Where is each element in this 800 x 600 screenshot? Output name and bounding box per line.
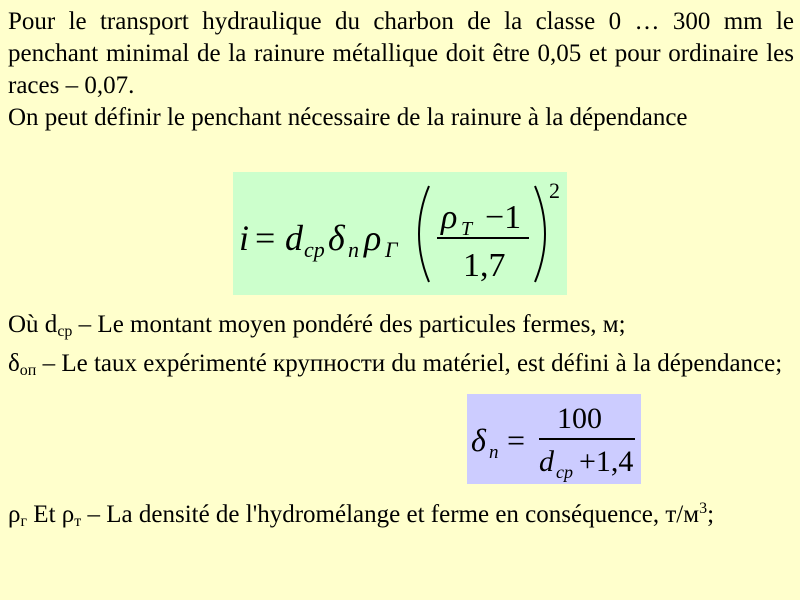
formula2-equals: =	[507, 422, 526, 458]
formula-d: d	[285, 218, 303, 258]
formula-num-rho: ρ	[441, 199, 458, 236]
formula-num-rho-sub: T	[461, 218, 473, 240]
formula-d-sub: cp	[304, 237, 325, 262]
formula-denominator: 1,7	[463, 247, 506, 284]
paragraph-transport: Pour le transport hydraulique du charbon de la classe 0 … 300 mm le penchant minimal de la rainure métallique doit être 0,05 et pour ordinaire les races – 0,07.	[8, 8, 794, 99]
formula-delta-sub: n	[348, 237, 359, 262]
formula2-numerator: 100	[557, 402, 602, 435]
formula2-den-d: d	[539, 445, 554, 478]
formula2-den-sub: cp	[556, 462, 573, 482]
formula-slope	[233, 172, 567, 295]
formula-minus-one: −1	[485, 199, 522, 236]
formula-left-paren	[419, 186, 429, 282]
formula-slope-svg	[233, 172, 567, 295]
formula-i: i	[239, 218, 250, 258]
formula-equals: =	[255, 218, 276, 258]
formula-delta-n-svg	[467, 394, 641, 484]
formula-right-paren	[535, 186, 545, 282]
definitions	[8, 309, 794, 387]
slide-content	[8, 6, 794, 134]
formula2-delta: δ	[471, 422, 486, 458]
formula-exponent: 2	[549, 178, 560, 203]
definition-density-block	[8, 493, 794, 538]
paragraph-dependency: On peut définir le penchant nécessaire de la rainure à la dépendance	[8, 104, 688, 131]
formula2-delta-sub: n	[489, 442, 499, 463]
formula-rho: ρ	[364, 218, 382, 258]
formula2-den-rest: +1,4	[579, 445, 634, 478]
definition-delta: $\delta_{оп}$ – Le taux expérimenté крупности du matériel, est défini à la dépendance;	[8, 350, 783, 379]
formula-rho-sub: Γ	[385, 237, 398, 262]
definition-dcp: Où $d_{cp}$ – Le montant moyen pondéré des particules fermes, м;	[8, 311, 626, 340]
definition-density: $\rho_г$ Et $\rho_т$ – La densité de l'hydromélange et ferme en conséquence, $т/м^3$;	[8, 500, 715, 530]
formula-delta: δ	[328, 218, 345, 258]
formula-delta-n	[467, 394, 641, 484]
